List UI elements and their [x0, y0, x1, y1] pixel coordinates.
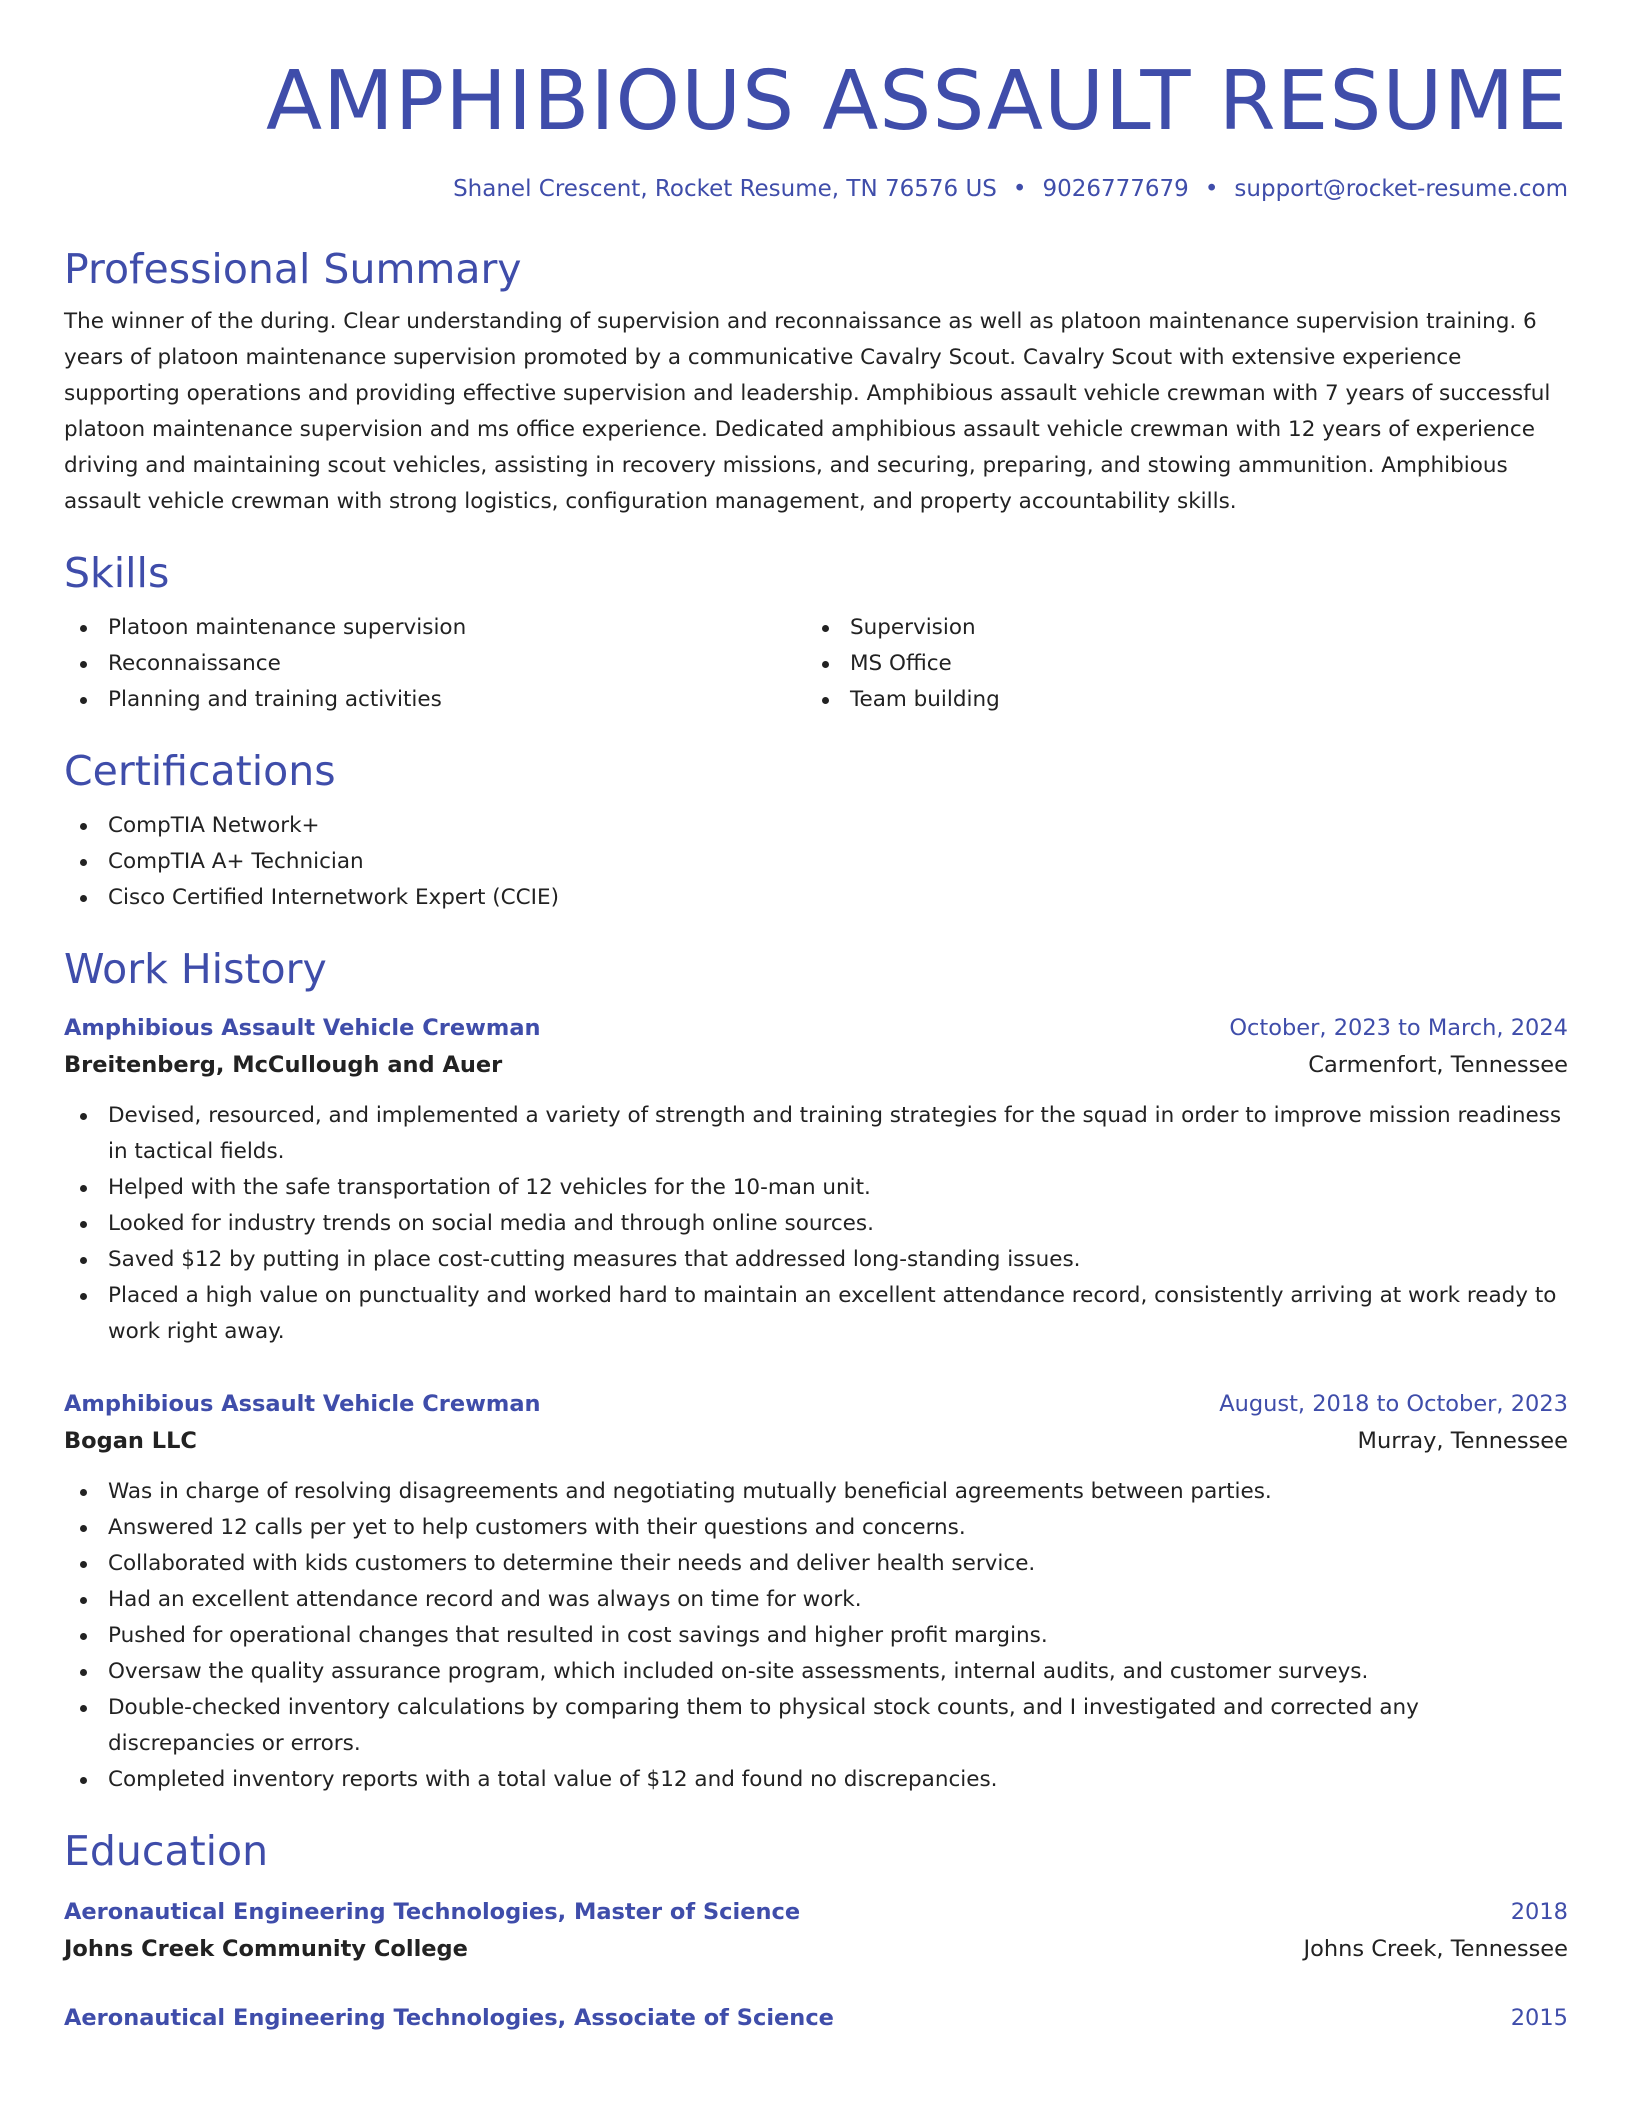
job-employer-row [64, 1046, 1568, 1084]
skills-grid [64, 610, 1568, 718]
job-bullet: Pushed for operational changes that resulted in cost savings and higher profit margins. [64, 1618, 1568, 1654]
education-year: 2018 [1510, 1899, 1568, 1925]
education-header-row [64, 2000, 1568, 2036]
skills-column-right [806, 610, 1548, 718]
summary-heading: Professional Summary [64, 245, 522, 293]
certification-item: Cisco Certified Internetwork Expert (CCIE) [64, 880, 1568, 916]
education-year: 2015 [1510, 2005, 1568, 2031]
job-title: Amphibious Assault Vehicle Crewman [64, 1391, 541, 1417]
job-dates: October, 2023 to March, 2024 [1229, 1015, 1568, 1041]
job-bullet: Was in charge of resolving disagreements and negotiating mutually beneficial agreements between parties. [64, 1474, 1568, 1510]
job-employer: Bogan LLC [64, 1428, 197, 1454]
job-employer-row [64, 1422, 1568, 1460]
job-dates: August, 2018 to October, 2023 [1219, 1391, 1568, 1417]
education-school-row [64, 1930, 1568, 1968]
job-entry [64, 1010, 1568, 1350]
skill-item: MS Office [806, 646, 1548, 682]
job-bullet: Collaborated with kids customers to determine their needs and deliver health service. [64, 1546, 1568, 1582]
education-school: Johns Creek Community College [64, 1936, 468, 1962]
certification-item: CompTIA A+ Technician [64, 844, 1568, 880]
education-heading: Education [64, 1827, 269, 1875]
education-degree: Aeronautical Engineering Technologies, Master of Science [64, 1899, 801, 1925]
job-location: Murray, Tennessee [1357, 1428, 1568, 1454]
job-entry [64, 1386, 1568, 1798]
job-bullets [64, 1474, 1568, 1798]
education-header-row [64, 1894, 1568, 1930]
job-bullet: Placed a high value on punctuality and worked hard to maintain an excellent attendance record, consistently arriving at work ready to work right away. [64, 1278, 1568, 1350]
job-employer: Breitenberg, McCullough and Auer [64, 1052, 503, 1078]
skills-heading: Skills [64, 549, 170, 597]
job-location: Carmenfort, Tennessee [1308, 1052, 1568, 1078]
contact-line [64, 174, 1568, 204]
certification-item: CompTIA Network+ [64, 808, 1568, 844]
job-bullet: Saved $12 by putting in place cost-cutting measures that addressed long-standing issues. [64, 1242, 1568, 1278]
job-bullet: Answered 12 calls per yet to help customers with their questions and concerns. [64, 1510, 1568, 1546]
job-bullet: Had an excellent attendance record and was always on time for work. [64, 1582, 1568, 1618]
skill-item: Planning and training activities [64, 682, 806, 718]
skill-item: Supervision [806, 610, 1548, 646]
contact-address: Shanel Crescent, Rocket Resume, TN 76576 US [453, 176, 997, 202]
education-degree: Aeronautical Engineering Technologies, Associate of Science [64, 2005, 834, 2031]
certifications-list [64, 808, 1568, 916]
education-location: Johns Creek, Tennessee [1303, 1936, 1568, 1962]
job-bullet: Helped with the safe transportation of 12 vehicles for the 10-man unit. [64, 1170, 1568, 1206]
contact-email[interactable]: support@rocket-resume.com [1234, 176, 1568, 202]
job-bullets [64, 1098, 1568, 1350]
work-history-heading: Work History [64, 945, 327, 993]
skills-column-left [64, 610, 806, 718]
contact-separator: • [1012, 176, 1027, 202]
skill-item: Team building [806, 682, 1548, 718]
certifications-heading: Certifications [64, 747, 336, 795]
job-bullet: Completed inventory reports with a total value of $12 and found no discrepancies. [64, 1762, 1568, 1798]
education-entry [64, 2000, 1568, 2036]
job-bullet: Looked for industry trends on social media and through online sources. [64, 1206, 1568, 1242]
contact-separator: • [1204, 176, 1219, 202]
contact-phone: 9026777679 [1042, 176, 1189, 202]
resume-title: AMPHIBIOUS ASSAULT RESUME [265, 54, 1568, 149]
job-bullet: Oversaw the quality assurance program, which included on-site assessments, internal audits, and customer surveys. [64, 1654, 1568, 1690]
skill-item: Reconnaissance [64, 646, 806, 682]
education-entry [64, 1894, 1568, 1968]
job-header-row [64, 1010, 1568, 1046]
job-bullet: Double-checked inventory calculations by comparing them to physical stock counts, and I investigated and corrected any discrepancies or errors. [64, 1690, 1568, 1762]
job-title: Amphibious Assault Vehicle Crewman [64, 1015, 541, 1041]
job-bullet: Devised, resourced, and implemented a variety of strength and training strategies for the squad in order to improve mission readiness in tactical fields. [64, 1098, 1568, 1170]
skill-item: Platoon maintenance supervision [64, 610, 806, 646]
job-header-row [64, 1386, 1568, 1422]
summary-text: The winner of the during. Clear understanding of supervision and reconnaissance as well as platoon maintenance supervision training. 6 years of platoon maintenance supervision promoted by a communicative Cavalry Scout. Cavalry Scout with extensive experience supporting operations and providing effective supervision and leadership. Amphibious assault vehicle crewman with 7 years of successful platoon maintenance supervision and ms office experience. Dedicated amphibious assault vehicle crewman with 12 years of experience driving and maintaining scout vehicles, assisting in recovery missions, and securing, preparing, and stowing ammunition. Amphibious assault vehicle crewman with strong logistics, configuration management, and property accountability skills. [64, 309, 1551, 514]
